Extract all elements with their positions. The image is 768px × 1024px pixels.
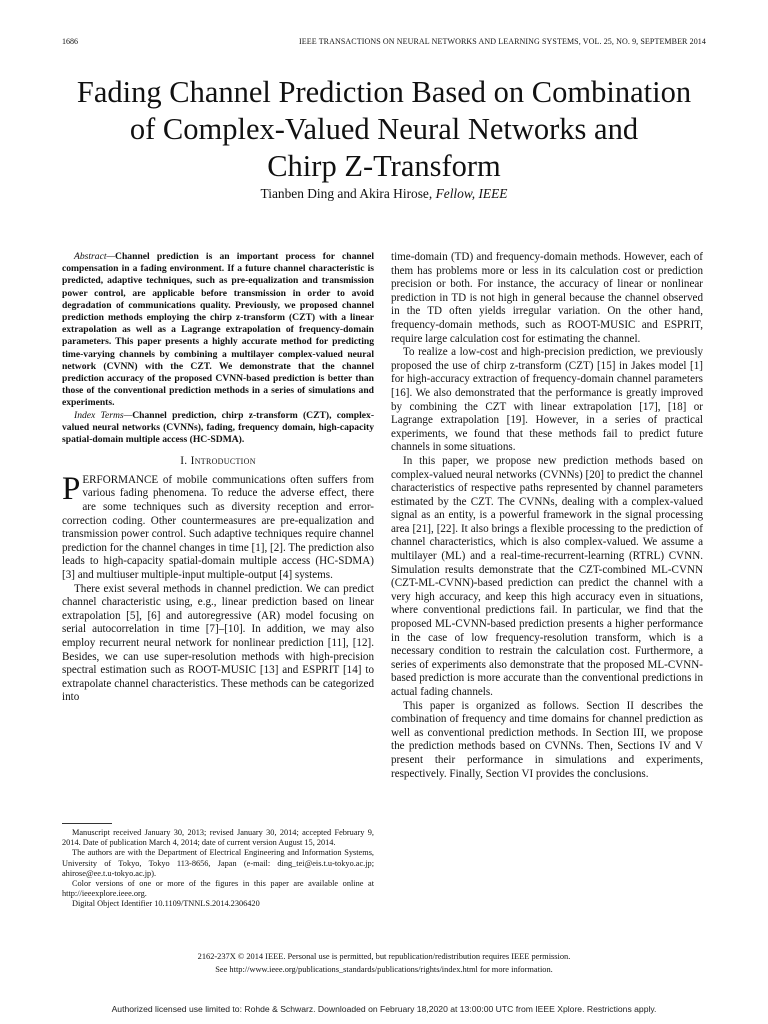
section-numeral: I.	[180, 455, 191, 468]
paper-title	[40, 74, 728, 185]
author-line	[40, 186, 728, 202]
license-footer: Authorized licensed use limited to: Rohde & Schwarz. Downloaded on February 18,2020 at 13:00:00 UTC from IEEE Xplore. Restrictions apply.	[111, 1004, 657, 1014]
copyright-notice	[40, 951, 728, 976]
author-names: Tianben Ding and Akira Hirose,	[260, 186, 436, 201]
section-heading-introduction	[62, 455, 374, 469]
abstract	[62, 251, 374, 410]
abstract-text: Channel prediction is an important process for channel compensation in a fading environment. If a future channel characteristic is predicted, adaptive techniques, such as pre-equalization and transmission power control, are applicable before transmission in order to avoid degradation of communications quality. Previously, we proposed channel prediction methods employing the chirp z-transform (CZT) with a linear extrapolation as well as a Lagrange extrapolation of frequency-domain parameters. This paper presents a highly accurate method for predicting time-varying channels by combining a multilayer complex-valued neural network (CVNN) with the CZT. We demonstrate that the channel prediction accuracy of the proposed CVNN-based prediction is better than those of the conventional prediction methods in a series of simulations and experiments.	[62, 251, 374, 409]
footnote-color: Color versions of one or more of the figures in this paper are available online at http://ieeexplore.ieee.org.	[62, 879, 374, 899]
footnote-doi: Digital Object Identifier 10.1109/TNNLS.2014.2306420	[72, 899, 260, 909]
footnote-affiliation: The authors are with the Department of Electrical Engineering and Information Systems, University of Tokyo, Tokyo 113-8656, Japan (e-mail: ding_tei@eis.t.u-tokyo.ac.jp; ahirose@ee.t.u-tokyo.ac.jp).	[62, 848, 374, 878]
footnotes	[62, 828, 374, 910]
journal-header: IEEE TRANSACTIONS ON NEURAL NETWORKS AND LEARNING SYSTEMS, VOL. 25, NO. 9, SEPTEMBER 2014	[299, 37, 706, 46]
right-column	[391, 251, 703, 781]
intro-paragraph-2: There exist several methods in channel prediction. We can predict channel characteristic using, e.g., linear prediction based on linear extrapolation [5], [6] and autoregressive (AR) model focusing on serial autocorrelation in time [7]–[10]. In addition, we may also employ recurrent neural network for nonlinear prediction [11], [12]. Besides, we can use super-resolution methods with high-precision spectral estimation such as ROOT-MUSIC [13] and ESPRIT [14] to extrapolate channel characteristics. These methods can be categorized into	[62, 582, 374, 704]
copyright-line-1: 2162-237X © 2014 IEEE. Personal use is permitted, but republication/redistribution requires IEEE permission.	[197, 952, 571, 961]
intro-paragraph-1	[62, 470, 374, 583]
index-terms-text: Channel prediction, chirp z-transform (CZT), complex-valued neural networks (CVNNs), fading, frequency domain, high-capacity spatial-domain multiple access (HC-SDMA).	[62, 409, 375, 446]
abstract-label: Abstract—	[74, 251, 116, 262]
title-line-3: Chirp Z-Transform	[267, 149, 501, 183]
title-line-1: Fading Channel Prediction Based on Combination	[76, 75, 692, 109]
right-paragraph-1: time-domain (TD) and frequency-domain methods. However, each of them has problems more or less in its calculation cost or prediction precision or both. For instance, the accuracy of linear or nonlinear prediction in TD is not high in general because the channel observed in the TD often yields irregular variation. On the other hand, frequency-domain methods, such as ROOT-MUSIC and ESPRIT, require large calculation cost for estimating the channel.	[391, 251, 703, 345]
section-title: Introduction	[190, 455, 256, 468]
intro-paragraph-1-text: of mobile communications often suffers from various fading phenomena. To reduce the adverse effect, there are some techniques such as diversity reception and error-correction coding. Other countermeasures are pre-equalization and transmission power control. Such adaptive techniques require channel prediction for the channel changes in time [1], [2]. The prediction also leads to high-capacity spatial-domain multiple access (HC-SDMA) [3] and multiuser multiple-input multiple-output [4] systems.	[62, 473, 374, 581]
index-terms	[62, 410, 374, 447]
author-suffix: Fellow, IEEE	[435, 186, 508, 201]
page-number: 1686	[62, 37, 78, 46]
drop-cap: P	[62, 470, 81, 507]
copyright-line-2: See http://www.ieee.org/publications_standards/publications/rights/index.html for more information.	[215, 964, 553, 974]
title-line-2: of Complex-Valued Neural Networks and	[129, 112, 639, 146]
footnote-manuscript: Manuscript received January 30, 2013; revised January 30, 2014; accepted February 9, 2014. Date of publication March 4, 2014; date of current version August 15, 2014.	[62, 828, 374, 848]
first-word: ERFORMANCE	[82, 473, 159, 486]
footnote-divider	[62, 823, 112, 824]
right-paragraph-4: This paper is organized as follows. Section II describes the combination of frequency and time domains for channel prediction as well as conventional prediction methods. In Section III, we propose the prediction methods based on CVNNs. Then, Sections IV and V present their performance in simulations and experiments, respectively. Finally, Section VI provides the conclusions.	[391, 699, 703, 780]
left-column	[62, 251, 374, 705]
right-paragraph-2: To realize a low-cost and high-precision prediction, we previously proposed the use of chirp z-transform (CZT) [15] in Jakes model [1] for high-accuracy extraction of frequency-domain channel parameters [16]. We also demonstrated that the performance is greatly improved by combining the CZT with linear extrapolation [17], [18] or Lagrange extrapolation [19]. However, in a series of practical experiments, we found that these methods fail to predict future channels in some situations.	[391, 346, 703, 454]
right-paragraph-3: In this paper, we propose new prediction methods based on complex-valued neural networks (CVNNs) [20] to predict the channel characteristics of respective paths represented by channel parameters estimated by the CZT. The CVNNs, dealing with a complex-valued signal as an entity, is a powerful framework in the signal processing area [21], [22]. It also brings a flexible processing to the prediction of channel characteristics, which is also complex-valued. We assume a multilayer (ML) and a real-time-recurrent-learning (RTRL) CVNN. Simulation results demonstrate that the CZT-combined ML-CVNN (CZT-ML-CVNN)-based prediction can predict the channel with a very high accuracy, and keep this high accuracy even in situations, where conventional predictions fail. In particular, we find that the proposed ML-CVNN-based prediction presents a higher performance in the case of low frequency-resolution transform, which is a necessary condition to restrain the calculation cost. Furthermore, a series of experiments also demonstrate that the proposed ML-CVNN-based prediction is more accurate than the conventional predictions in actual fading channels.	[391, 454, 703, 698]
index-terms-label: Index Terms—	[74, 409, 133, 421]
